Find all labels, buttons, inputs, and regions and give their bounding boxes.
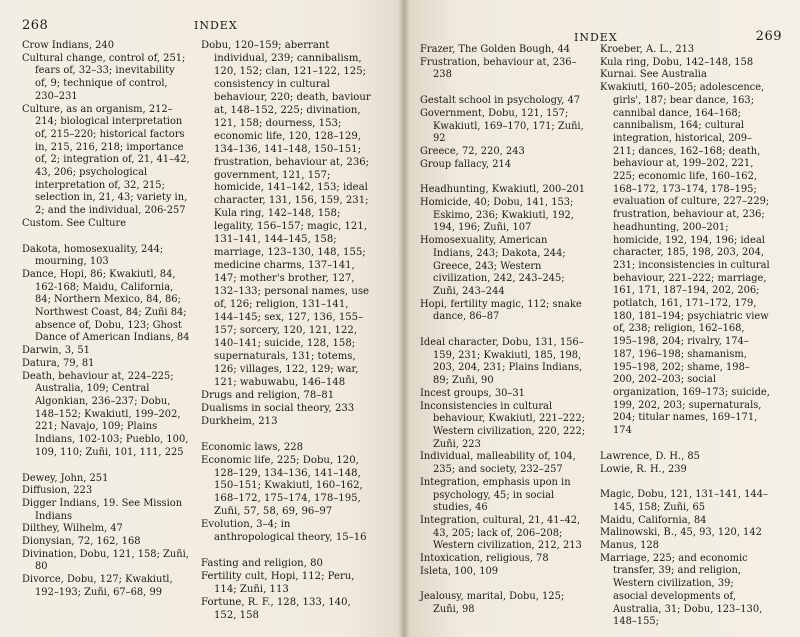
- index-entry: [420, 451, 588, 476]
- index-entry: [420, 401, 588, 452]
- index-entry-text: Cultural change, control of, 251; fears of, 32–33; inevitability of, 9; technique of control, 230–231: [22, 52, 189, 102]
- index-entry: [201, 571, 373, 597]
- index-entry: [22, 345, 190, 358]
- index-entry-text: Homicide, 40; Dobu, 141, 153; Eskimo, 236; Kwakiutl, 192, 194, 196; Zuñi, 107: [420, 197, 578, 234]
- index-column-1: [420, 44, 588, 617]
- index-entry: [420, 44, 588, 57]
- index-entry: [420, 159, 588, 172]
- index-entry-text: Group fallacy, 214: [420, 158, 512, 170]
- index-entry-text: Custom. See Culture: [22, 217, 127, 229]
- index-entry: [420, 235, 588, 299]
- index-entry: [420, 591, 588, 616]
- index-entry-text: Homosexuality, American Indians, 243; Dakota, 244; Greece, 243; Western civilization, 242, 243–245; Zuñi, 243–244: [420, 235, 569, 297]
- index-entry-text: Dualisms in social theory, 233: [201, 402, 355, 414]
- index-entry-text: Darwin, 3, 51: [22, 345, 90, 357]
- index-entry-text: Manus, 128: [600, 540, 659, 552]
- index-entry: [420, 57, 588, 82]
- index-entry-text: Durkheim, 213: [201, 415, 278, 427]
- index-entry: [22, 498, 190, 523]
- index-entry-text: Kroeber, A. L., 213: [600, 44, 695, 55]
- index-entry-text: Dewey, John, 251: [22, 472, 109, 484]
- index-entry-text: Divorce, Dobu, 127; Kwakiutl, 192–193; Zuñi, 67–68, 99: [22, 574, 176, 598]
- index-entry: [420, 515, 588, 553]
- index-entry-text: Headhunting, Kwakiutl, 200–201: [420, 184, 586, 196]
- index-entry-text: Kula ring, Dobu, 142–148, 158: [600, 56, 754, 68]
- index-entry-text: Hopi, fertility magic, 112; snake dance, 86–87: [420, 298, 585, 323]
- index-entry: [420, 197, 588, 235]
- index-entry: [600, 451, 770, 464]
- index-entry: [600, 44, 770, 57]
- index-entry: [600, 527, 770, 540]
- index-entry: [201, 40, 373, 390]
- index-entry-text: Lawrence, D. H., 85: [600, 450, 700, 462]
- index-entry-text: Datura, 79, 81: [22, 357, 95, 369]
- index-entry-text: Diffusion, 223: [22, 485, 93, 497]
- index-entry-text: Frazer, The Golden Bough, 44: [420, 44, 571, 55]
- index-column-2: [201, 40, 373, 623]
- index-entry-text: Greece, 72, 220, 243: [420, 145, 525, 157]
- index-entry-text: Drugs and religion, 78–81: [201, 389, 335, 401]
- index-entry: [22, 358, 190, 371]
- index-entry: [22, 103, 193, 218]
- index-entry: [22, 218, 190, 231]
- index-entry: [22, 244, 190, 269]
- index-entry: [201, 455, 373, 520]
- index-entry: [600, 553, 770, 629]
- index-entry-text: Dobu, 120–159; aberrant individual, 239; cannibalism, 120, 152; clan, 121–122, 125; consistency in cultural behaviour, 220; death, baviour at, 148–152, 225; divination, 121, 158; dourness, 153; economic life, 120, 128–129, 134–136, 141–148, 150–151; frustration, behaviour at, 236; government, 121, 157; homicide, 141–142, 153; ideal character, 131, 156, 159, 231; Kula ring, 142–148, 158; legality, 156–157; magic, 121, 131–141, 144–145, 158; marriage, 123–130, 148, 155; medicine charms, 137–141, 147; mother's brother, 127, 132–133; personal names, use of, 126; religion, 131–141, 144–145; sex, 127, 136, 155–157; sorcery, 120, 121, 122, 140–141; suicide, 128, 158; supernaturals, 131; totems, 126; villages, 122, 129; war, 121; wabuwabu, 146–148: [201, 40, 374, 388]
- index-entry: [22, 53, 190, 104]
- index-entry: [600, 69, 770, 82]
- index-entry: [600, 515, 770, 528]
- index-entry-text: Intoxication, religious, 78: [420, 553, 549, 565]
- index-entry: [22, 40, 190, 53]
- index-entry-text: Evolution, 3–4; in anthropological theory, 15–16: [201, 519, 367, 544]
- index-entry: [600, 464, 770, 477]
- running-head: INDEX: [574, 31, 618, 44]
- index-entry: [201, 416, 373, 429]
- index-entry-text: Fertility cult, Hopi, 112; Peru, 114; Zuñi, 113: [201, 571, 358, 596]
- index-entry-text: Gestalt school in psychology, 47: [420, 95, 581, 107]
- index-entry-text: Incest groups, 30–31: [420, 387, 525, 399]
- index-entry-text: Kurnai. See Australia: [600, 69, 707, 81]
- index-entry: [201, 390, 373, 403]
- index-entry: [201, 442, 373, 455]
- index-entry: [22, 473, 190, 486]
- index-entry-text: Fortune, R. F., 128, 133, 140, 152, 158: [201, 597, 354, 622]
- index-entry: [420, 146, 588, 159]
- index-entry-text: Culture, as an organism, 212–214; biological interpretation of, 215–220; historical factors in, 215, 216, 218; importance of, 2; integration of, 21, 41–42, 43, 206; psychological interpretation of, 32, 215; selection in, 21, 43; variety in, 2; and the individual, 206-257: [22, 103, 193, 217]
- index-entry: [22, 574, 190, 599]
- index-entry-text: Jealousy, marital, Dobu, 125; Zuñi, 98: [420, 591, 568, 616]
- index-entry: [420, 566, 588, 579]
- page-number: 269: [755, 29, 782, 44]
- index-entry: [600, 57, 770, 70]
- left-page-header: [22, 18, 392, 33]
- index-column-1: [22, 40, 193, 600]
- index-entry: [420, 299, 588, 324]
- index-entry: [420, 337, 588, 388]
- book-gutter: [398, 0, 410, 637]
- index-entry-text: Crow Indians, 240: [22, 40, 114, 51]
- index-entry-text: Integration, emphasis upon in psychology, 45; in social studies, 46: [420, 476, 574, 514]
- index-entry: [420, 553, 588, 566]
- index-entry-text: Death, behaviour at, 224–225; Australia, 109; Central Algonkian, 236–237; Dobu, 148–152; Kwakiutl, 199–202, 221; Navajo, 109; Plains Indians, 102-103; Pueblo, 100, 109, 110; Zuñi, 101, 111, 225: [22, 370, 192, 458]
- index-entry-text: Integration, cultural, 21, 41–42, 43, 205; lack of, 206–208; Western civilization, 212, 213: [420, 514, 584, 552]
- index-entry: [420, 477, 588, 515]
- index-entry-text: Government, Dobu, 121, 157; Kwakiutl, 169–170, 171; Zuñi, 92: [420, 107, 587, 145]
- index-entry-text: Ideal character, Dobu, 131, 156–159, 231; Kwakiutl, 185, 198, 203, 204, 231; Plains Indians, 89; Zuñi, 90: [420, 337, 586, 387]
- index-entry: [22, 371, 190, 460]
- index-entry-text: Lowie, R. H., 239: [600, 463, 687, 475]
- index-entry-text: Dance, Hopi, 86; Kwakiutl, 84, 162-168; Maidu, California, 84; Northern Mexico, 84, 86; Northwest Coast, 84; Zuñi 84; absence of, Dobu, 123; Ghost Dance of American Indians, 84: [22, 268, 190, 344]
- index-entry: [420, 184, 588, 197]
- index-entry: [22, 536, 190, 549]
- index-entry-text: Isleta, 100, 109: [420, 565, 499, 577]
- index-entry: [201, 558, 373, 571]
- index-entry: [201, 597, 373, 623]
- index-entry: [600, 540, 770, 553]
- index-entry: [201, 519, 373, 545]
- index-entry-text: Individual, malleability of, 104, 235; and society, 232–257: [420, 451, 579, 476]
- index-entry-text: Kwakiutl, 160–205; adolescence, girls', 187; bear dance, 163; cannibal dance, 164–168; cannibalism, 164; cultural integration, historical, 209–211; dances, 162–168; death, behaviour at, 199–202, 221, 225; economic life, 160–162, 168–172, 173–174, 178–195; evaluation of culture, 227–229; frustration, behaviour at, 236; headhunting, 200–201; homicide, 192, 194, 196; ideal character, 185, 198, 203, 204, 231; inconsistencies in cultural behaviour, 221–222; marriage, 161, 171, 187–194, 202, 206; potlatch, 161, 171–172, 179, 180, 181–194; psychiatric view of, 238; religion, 162–168, 195–198, 204; rivalry, 174–187, 196–198; shamanism, 195–198, 202; shame, 198–200, 202–203; social organization, 169–173; suicide, 199, 202, 203; supernaturals, 204; titular names, 169–171, 174: [600, 82, 774, 437]
- index-entry-text: Fasting and religion, 80: [201, 558, 323, 570]
- index-entry-text: Malinowski, B., 45, 93, 120, 142: [600, 527, 762, 539]
- right-page: [404, 0, 800, 637]
- index-entry: [420, 108, 588, 146]
- index-entry: [420, 388, 588, 401]
- index-entry-text: Economic laws, 228: [201, 441, 304, 453]
- index-entry: [420, 95, 588, 108]
- index-entry-text: Economic life, 225; Dobu, 120, 128–129, 134–136, 141–148, 150–151; Kwakiutl, 160–162, 168–172, 175–174, 178–195, Zuñi, 57, 58, 69, 96–97: [201, 454, 366, 518]
- page-number: 268: [22, 18, 49, 33]
- index-column-2: [600, 44, 774, 629]
- running-head: INDEX: [194, 19, 238, 32]
- index-entry-text: Magic, Dobu, 121, 131–141, 144–145, 158; Zuñi, 65: [600, 489, 768, 513]
- index-entry-text: Inconsistencies in cultural behaviour, Kwakiutl, 221–222; Western civilization, 220, 222; Zuñi, 223: [420, 400, 589, 450]
- index-entry: [600, 82, 774, 438]
- index-entry: [201, 403, 373, 416]
- index-entry-text: Digger Indians, 19. See Mission Indians: [22, 497, 186, 522]
- index-entry: [22, 523, 190, 536]
- index-entry-text: Dionysian, 72, 162, 168: [22, 536, 141, 548]
- index-entry-text: Dakota, homosexuality, 244; mourning, 103: [22, 243, 167, 268]
- index-entry-text: Marriage, 225; and economic transfer, 39; and religion, Western civilization, 39; asocial developments of, Australia, 31; Dobu, 123–130, 148–155;: [600, 552, 766, 628]
- index-entry: [22, 548, 193, 574]
- index-entry-text: Maidu, California, 84: [600, 514, 707, 526]
- index-entry: [22, 269, 190, 345]
- index-entry-text: Frustration, behaviour at, 236–238: [420, 56, 577, 81]
- index-entry: [600, 489, 770, 514]
- index-entry: [22, 485, 190, 498]
- index-entry-text: Dilthey, Wilhelm, 47: [22, 523, 123, 535]
- index-entry-text: Divination, Dobu, 121, 158; Zuñi, 80: [22, 548, 193, 573]
